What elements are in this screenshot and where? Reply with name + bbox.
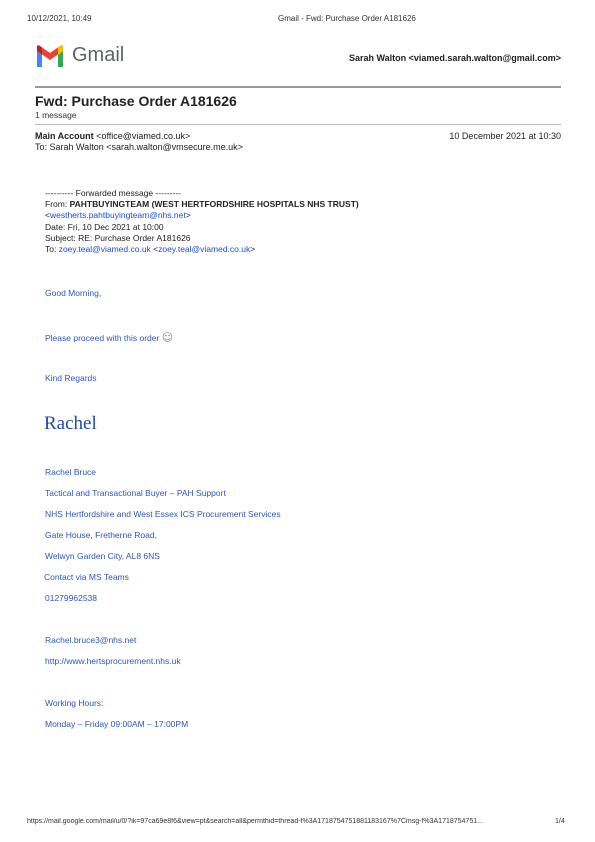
sender-email: <office@viamed.co.uk> — [96, 131, 191, 141]
message-count: 1 message — [35, 110, 77, 120]
forwarded-to-link-2[interactable]: zoey.teal@viamed.co.uk — [158, 244, 251, 254]
print-footer-url: https://mail.google.com/mail/u/0/?ik=97ca69e8f6&view=pt&search=all&permthid=thread-f%3A1718754751881183167%7Cmsg-f%3A1718754751... — [27, 818, 483, 825]
header-divider — [35, 86, 561, 88]
forwarded-from-name: PAHTBUYINGTEAM (WEST HERTFORDSHIRE HOSPITALS NHS TRUST) — [69, 199, 359, 209]
bracket-open: < — [45, 210, 50, 220]
sender-name: Main Account — [35, 131, 94, 141]
smiley-icon: ☺ — [161, 331, 174, 344]
forwarded-separator: ---------- Forwarded message --------- — [45, 188, 181, 198]
forwarded-from-email — [45, 210, 191, 220]
signature-role: Tactical and Transactional Buyer – PAH Support — [45, 488, 226, 498]
forwarded-to — [45, 244, 255, 254]
signature-org: NHS Hertfordshire and West Essex ICS Procurement Services — [45, 509, 281, 519]
greeting: Good Morning, — [45, 288, 102, 298]
account-label: Sarah Walton <viamed.sarah.walton@gmail.com> — [348, 53, 561, 63]
message-to: To: Sarah Walton <sarah.walton@vmsecure.me.uk> — [35, 142, 243, 152]
signature-phone: 01279962538 — [45, 593, 98, 603]
message-date: 10 December 2021 at 10:30 — [449, 131, 561, 141]
signature-email-link[interactable]: Rachel.bruce3@nhs.net — [45, 635, 137, 645]
print-page-number: 1/4 — [555, 818, 565, 825]
forwarded-to-link-1[interactable]: zoey.teal@viamed.co.uk — [58, 244, 151, 254]
gmail-logo-icon[interactable] — [35, 44, 65, 68]
forwarded-to-prefix: To: — [45, 244, 59, 254]
signature-address-2: Welwyn Garden City, AL8 6NS — [45, 551, 160, 561]
bracket-open: < — [150, 244, 159, 254]
signature-script: Rachel — [44, 413, 97, 434]
forwarded-from — [45, 199, 359, 209]
request-line — [45, 331, 173, 344]
signature-name: Rachel Bruce — [45, 467, 97, 477]
working-hours-label: Working Hours: — [45, 698, 104, 708]
forwarded-from-email-link[interactable]: westherts.pahtbuyingteam@nhs.net — [49, 210, 186, 220]
working-hours: Monday – Friday 09:00AM – 17:00PM — [45, 719, 189, 729]
thread-subject: Fwd: Purchase Order A181626 — [35, 93, 237, 109]
forwarded-subject: Subject: RE: Purchase Order A181626 — [45, 233, 191, 243]
bracket-close: > — [250, 244, 256, 254]
forwarded-date: Date: Fri, 10 Dec 2021 at 10:00 — [45, 222, 164, 232]
regards: Kind Regards — [45, 373, 97, 383]
print-page-title: Gmail - Fwd: Purchase Order A181626 — [278, 14, 416, 23]
signature-address-1: Gate House, Fretherne Road, — [45, 530, 157, 540]
print-datetime: 10/12/2021, 10:49 — [27, 14, 92, 23]
signature-website-link[interactable]: http://www.hertsprocurement.nhs.uk — [45, 656, 181, 666]
forwarded-from-prefix: From: — [45, 199, 70, 209]
gmail-logo-text: Gmail — [72, 44, 125, 66]
signature-contact: Contact via MS Teams — [44, 572, 129, 582]
request-text: Please proceed with this order — [45, 333, 160, 343]
bracket-close: > — [185, 210, 191, 220]
subject-divider — [35, 124, 561, 125]
message-from — [35, 131, 190, 141]
